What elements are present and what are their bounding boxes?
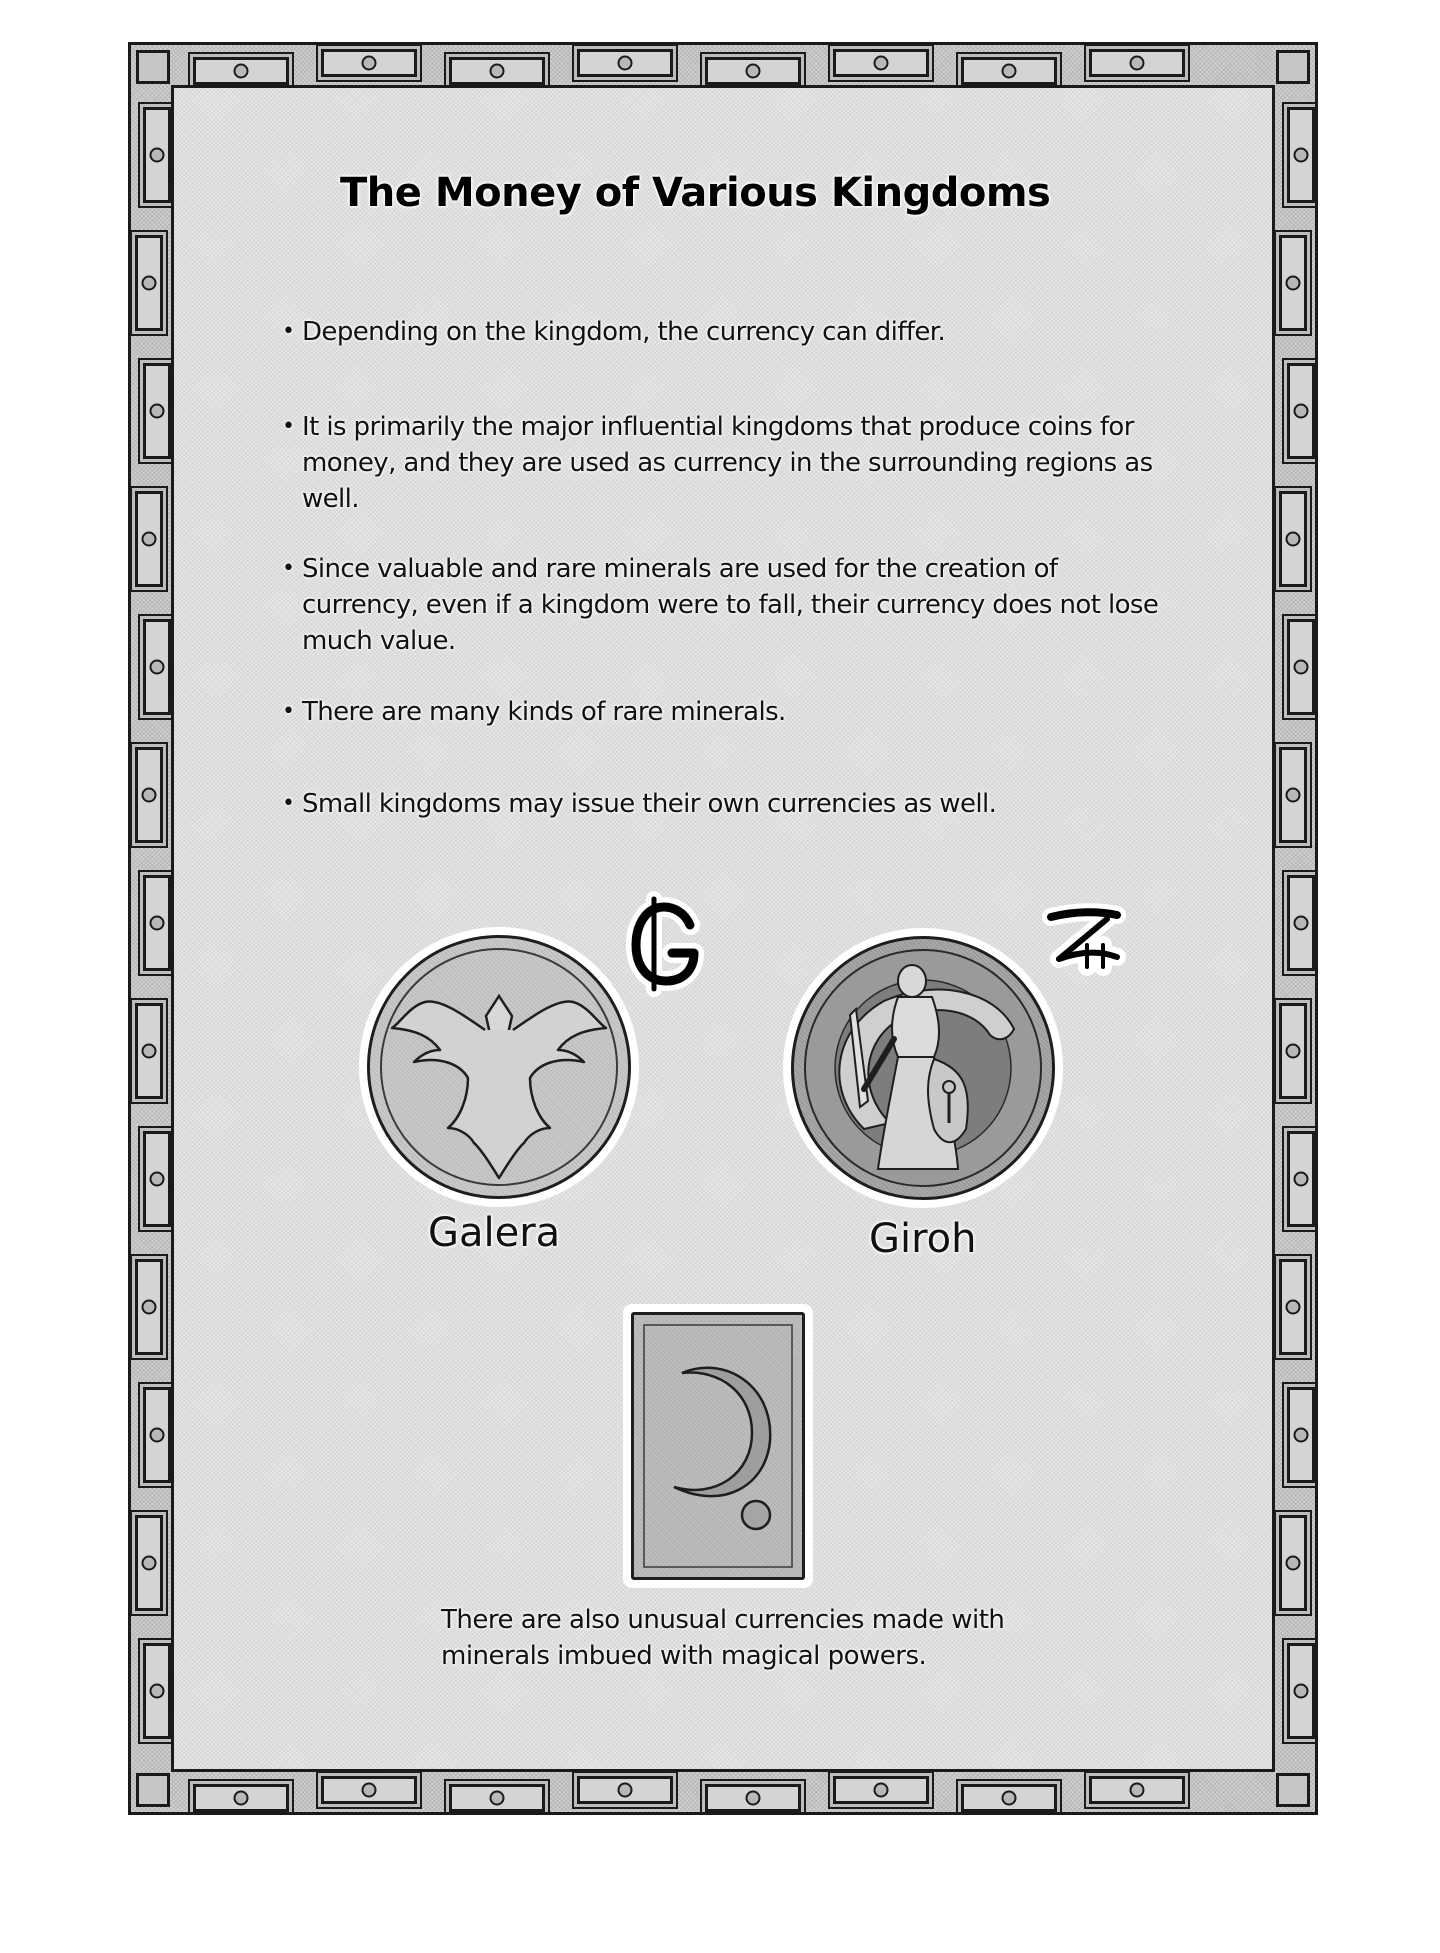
frame-plaque [135, 491, 163, 587]
magic-currency-card [631, 1312, 805, 1580]
frame-plaque [1287, 875, 1315, 971]
plaque-stud-icon [1294, 148, 1309, 163]
frame-plaque [321, 49, 417, 77]
plaque-stud-icon [1286, 532, 1301, 547]
plaque-stud-icon [874, 1783, 889, 1798]
plaque-stud-icon [150, 148, 165, 163]
plaque-stud-icon [142, 1044, 157, 1059]
bullet-item [282, 694, 1182, 730]
frame-plaque [1287, 619, 1315, 715]
frame-plaque [135, 1515, 163, 1611]
frame-border-right [1275, 87, 1315, 1770]
plaque-stud-icon [150, 1684, 165, 1699]
giroh-symbol-icon [1045, 905, 1123, 971]
plaque-stud-icon [1286, 1556, 1301, 1571]
plaque-stud-icon [150, 660, 165, 675]
frame-plaque [135, 747, 163, 843]
plaque-stud-icon [150, 404, 165, 419]
frame-plaque [833, 49, 929, 77]
plaque-stud-icon [362, 1783, 377, 1798]
plaque-stud-icon [362, 56, 377, 71]
frame-plaque [143, 1387, 171, 1483]
frame-plaque [1287, 1643, 1315, 1739]
frame-plaque [143, 107, 171, 203]
frame-corner-top-left [136, 50, 170, 84]
frame-plaque [135, 1259, 163, 1355]
frame-plaque [833, 1776, 929, 1804]
plaque-stud-icon [150, 1428, 165, 1443]
galera-coin [367, 935, 631, 1199]
frame-plaque [193, 57, 289, 85]
frame-plaque [143, 1643, 171, 1739]
magic-currency-caption: There are also unusual currencies made with minerals imbued with magical powers. [441, 1605, 1005, 1671]
plaque-stud-icon [1286, 1044, 1301, 1059]
frame-corner-bottom-right [1276, 1773, 1310, 1807]
bullet-icon: • [282, 699, 295, 724]
plaque-stud-icon [1286, 276, 1301, 291]
plaque-stud-icon [234, 64, 249, 79]
plaque-stud-icon [1286, 1300, 1301, 1315]
frame-plaque [449, 1784, 545, 1812]
bullet-icon: • [282, 319, 295, 344]
galera-label: Galera [428, 1210, 561, 1256]
bullet-text: There are many kinds of rare minerals. [302, 697, 786, 727]
frame-plaque [577, 1776, 673, 1804]
plaque-stud-icon [142, 532, 157, 547]
plaque-stud-icon [1294, 1428, 1309, 1443]
frame-plaque [143, 363, 171, 459]
frame-plaque [1279, 1003, 1307, 1099]
frame-plaque [1089, 1776, 1185, 1804]
plaque-stud-icon [746, 64, 761, 79]
frame-plaque [1279, 235, 1307, 331]
frame-plaque [961, 1784, 1057, 1812]
plaque-stud-icon [234, 1791, 249, 1806]
plaque-stud-icon [1130, 56, 1145, 71]
bullet-text: It is primarily the major influential kingdoms that produce coins for money, and they are used as currency in the surrounding regions as well. [302, 412, 1153, 514]
frame-border-bottom [173, 1772, 1273, 1812]
plaque-stud-icon [746, 1791, 761, 1806]
plaque-stud-icon [150, 1172, 165, 1187]
frame-plaque [705, 1784, 801, 1812]
plaque-stud-icon [142, 1556, 157, 1571]
crescent-moon-icon [634, 1315, 802, 1577]
bullet-icon: • [282, 414, 295, 439]
plaque-stud-icon [874, 56, 889, 71]
bullet-text: Depending on the kingdom, the currency can differ. [302, 317, 946, 347]
frame-plaque [1279, 1259, 1307, 1355]
bullet-item [282, 314, 1182, 350]
bullet-item [282, 409, 1202, 517]
giroh-label: Giroh [869, 1216, 977, 1262]
bullet-icon: • [282, 791, 295, 816]
bird-emblem-icon [370, 938, 628, 1196]
frame-plaque [577, 49, 673, 77]
bullet-text: Small kingdoms may issue their own currencies as well. [302, 789, 997, 819]
frame-plaque [1279, 1515, 1307, 1611]
frame-plaque [1089, 49, 1185, 77]
plaque-stud-icon [150, 916, 165, 931]
plaque-stud-icon [618, 56, 633, 71]
plaque-stud-icon [1130, 1783, 1145, 1798]
bullet-item [282, 551, 1162, 659]
frame-plaque [1287, 107, 1315, 203]
frame-plaque [135, 1003, 163, 1099]
frame-plaque [1287, 1387, 1315, 1483]
frame-border-left [131, 87, 171, 1770]
bullet-text: Since valuable and rare minerals are used for the creation of currency, even if a kingdom were to fall, their currency does not lose much value. [302, 554, 1159, 656]
plaque-stud-icon [1294, 916, 1309, 931]
frame-plaque [449, 57, 545, 85]
plaque-stud-icon [1002, 64, 1017, 79]
plaque-stud-icon [1294, 1172, 1309, 1187]
plaque-stud-icon [490, 1791, 505, 1806]
plaque-stud-icon [1002, 1791, 1017, 1806]
galera-symbol-icon [628, 895, 708, 993]
warrior-with-serpent-icon [794, 939, 1052, 1197]
plaque-stud-icon [1294, 1684, 1309, 1699]
plaque-stud-icon [1294, 660, 1309, 675]
frame-plaque [135, 235, 163, 331]
plaque-stud-icon [142, 788, 157, 803]
frame-plaque [1287, 1131, 1315, 1227]
frame-plaque [193, 1784, 289, 1812]
plaque-stud-icon [490, 64, 505, 79]
plaque-stud-icon [1294, 404, 1309, 419]
giroh-coin [791, 936, 1055, 1200]
plaque-stud-icon [618, 1783, 633, 1798]
page-title: The Money of Various Kingdoms [340, 170, 1051, 216]
bullet-item [282, 786, 1182, 822]
frame-plaque [1279, 747, 1307, 843]
frame-corner-top-right [1276, 50, 1310, 84]
plaque-stud-icon [142, 276, 157, 291]
frame-plaque [1287, 363, 1315, 459]
frame-plaque [143, 875, 171, 971]
plaque-stud-icon [1286, 788, 1301, 803]
frame-plaque [961, 57, 1057, 85]
bullet-icon: • [282, 556, 295, 581]
frame-plaque [321, 1776, 417, 1804]
plaque-stud-icon [142, 1300, 157, 1315]
frame-plaque [143, 1131, 171, 1227]
frame-plaque [1279, 491, 1307, 587]
frame-plaque [705, 57, 801, 85]
frame-plaque [143, 619, 171, 715]
frame-border-top [173, 45, 1273, 85]
frame-corner-bottom-left [136, 1773, 170, 1807]
